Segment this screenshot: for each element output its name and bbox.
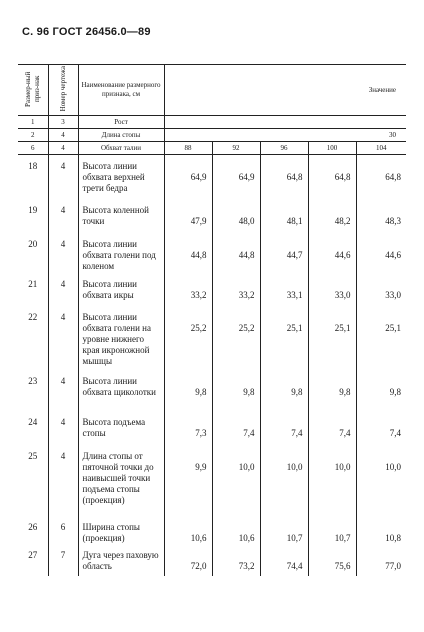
cell-value: 10,0 <box>260 445 308 516</box>
table-row <box>18 306 406 370</box>
cell-value: 9,8 <box>212 370 260 411</box>
table-row <box>18 142 406 155</box>
measurement-table <box>18 64 406 576</box>
cell-size-no: 21 <box>18 273 48 306</box>
cell-value: 33,0 <box>385 289 401 300</box>
cell-value: 33,1 <box>260 273 308 306</box>
cell-value: 64,9 <box>212 155 260 199</box>
cell-value: 9,8 <box>260 370 308 411</box>
cell-value: 72,0 <box>164 544 212 576</box>
cell-value: 10,0 <box>308 445 356 516</box>
cell-value: 48,1 <box>260 199 308 233</box>
cell-value: 75,6 <box>308 544 356 576</box>
cell-drawing-no: 4 <box>48 199 78 233</box>
table-row <box>18 544 406 576</box>
cell-name: Обхват талии <box>78 142 164 155</box>
cell-value: 7,4 <box>389 427 401 438</box>
cell-value: 9,8 <box>389 386 401 397</box>
cell-name: Высота линии обхвата голени под коленом <box>78 233 164 273</box>
table-row <box>18 273 406 306</box>
cell-name: Высота линии обхвата икры <box>78 273 164 306</box>
page-header: С. 96 ГОСТ 26456.0—89 <box>22 26 151 38</box>
cell-value: 30 <box>164 129 406 142</box>
cell-name: Длина стопы от пяточной точки до наивысшей точки подъема стопы (проекция) <box>78 445 164 516</box>
table-row <box>18 233 406 273</box>
cell-value: 25,1 <box>385 322 401 333</box>
cell-value: 64,8 <box>385 172 401 182</box>
cell-size-no: 27 <box>18 544 48 576</box>
cell-value: 33,2 <box>212 273 260 306</box>
cell-value: 9,9 <box>164 445 212 516</box>
cell-value: 7,4 <box>212 411 260 445</box>
cell-value: 77,0 <box>385 560 401 571</box>
cell-size-no: 23 <box>18 370 48 411</box>
table-row <box>18 516 406 544</box>
cell-name: Высота подъема стопы <box>78 411 164 445</box>
cell-drawing-no: 4 <box>48 370 78 411</box>
table-row <box>18 370 406 411</box>
table-row <box>18 445 406 516</box>
cell-value: 25,2 <box>164 306 212 370</box>
cell-name: Высота линии обхвата верхней трети бедра <box>78 155 164 199</box>
cell-drawing-no: 4 <box>48 411 78 445</box>
cell-value: 7,4 <box>308 411 356 445</box>
table-header-row <box>18 65 406 116</box>
cell-value: 48,3 <box>385 215 401 226</box>
cell-value <box>164 116 406 129</box>
cell-value: 25,1 <box>260 306 308 370</box>
cell-drawing-no: 4 <box>48 306 78 370</box>
cell-value: 33,2 <box>164 273 212 306</box>
cell-value: 100 <box>308 142 356 155</box>
cell-value: 10,0 <box>212 445 260 516</box>
cell-value: 44,6 <box>308 233 356 273</box>
cell-value: 64,9 <box>164 155 212 199</box>
cell-size-no: 1 <box>18 116 48 129</box>
cell-value: 10,6 <box>164 516 212 544</box>
column-header-value: Значение <box>164 65 406 116</box>
cell-value: 44,8 <box>212 233 260 273</box>
cell-value: 44,7 <box>260 233 308 273</box>
cell-drawing-no: 4 <box>48 273 78 306</box>
column-header-name: Наименование размерного признака, см <box>78 65 164 116</box>
cell-value: 25,1 <box>308 306 356 370</box>
cell-name: Высота линии обхвата голени на уровне нижнего края икроножной мышцы <box>78 306 164 370</box>
cell-value: 10,0 <box>385 461 401 472</box>
cell-drawing-no: 4 <box>48 233 78 273</box>
column-header-drawing-no: Номер чертежа <box>48 65 78 116</box>
cell-size-no: 20 <box>18 233 48 273</box>
cell-name: Рост <box>78 116 164 129</box>
cell-size-no: 25 <box>18 445 48 516</box>
cell-size-no: 22 <box>18 306 48 370</box>
cell-name: Дуга через паховую область <box>78 544 164 576</box>
cell-size-no: 19 <box>18 199 48 233</box>
cell-name: Высота коленной точки <box>78 199 164 233</box>
cell-value: 10,7 <box>260 516 308 544</box>
table-row <box>18 155 406 199</box>
cell-value: 10,7 <box>308 516 356 544</box>
cell-value: 88 <box>164 142 212 155</box>
cell-value: 9,8 <box>164 370 212 411</box>
cell-size-no: 18 <box>18 155 48 199</box>
cell-value: 7,3 <box>164 411 212 445</box>
cell-value: 73,2 <box>212 544 260 576</box>
cell-value: 44,6 <box>385 249 401 260</box>
cell-value: 47,9 <box>164 199 212 233</box>
cell-value: 64,8 <box>308 155 356 199</box>
cell-name: Ширина стопы (проекция) <box>78 516 164 544</box>
cell-name: Длина стопы <box>78 129 164 142</box>
cell-name: Высота линии обхвата щиколотки <box>78 370 164 411</box>
table-row <box>18 129 406 142</box>
cell-drawing-no: 4 <box>48 155 78 199</box>
cell-value: 33,0 <box>308 273 356 306</box>
cell-drawing-no: 4 <box>48 445 78 516</box>
cell-value: 104 <box>356 142 406 155</box>
cell-value: 9,8 <box>308 370 356 411</box>
column-header-size-no: Размер-ный приз-нак <box>18 65 48 116</box>
table-row <box>18 411 406 445</box>
cell-value: 92 <box>212 142 260 155</box>
cell-value: 74,4 <box>260 544 308 576</box>
cell-value: 48,0 <box>212 199 260 233</box>
cell-size-no: 6 <box>18 142 48 155</box>
cell-value: 64,8 <box>260 155 308 199</box>
cell-value: 10,6 <box>212 516 260 544</box>
cell-value: 96 <box>260 142 308 155</box>
cell-drawing-no: 6 <box>48 516 78 544</box>
cell-size-no: 24 <box>18 411 48 445</box>
cell-drawing-no: 4 <box>48 142 78 155</box>
cell-drawing-no: 4 <box>48 129 78 142</box>
table-row <box>18 116 406 129</box>
cell-size-no: 26 <box>18 516 48 544</box>
cell-size-no: 2 <box>18 129 48 142</box>
table-row <box>18 199 406 233</box>
cell-drawing-no: 3 <box>48 116 78 129</box>
cell-value: 7,4 <box>260 411 308 445</box>
cell-drawing-no: 7 <box>48 544 78 576</box>
cell-value: 48,2 <box>308 199 356 233</box>
cell-value: 44,8 <box>164 233 212 273</box>
cell-value: 10,8 <box>385 532 401 543</box>
cell-value: 25,2 <box>212 306 260 370</box>
